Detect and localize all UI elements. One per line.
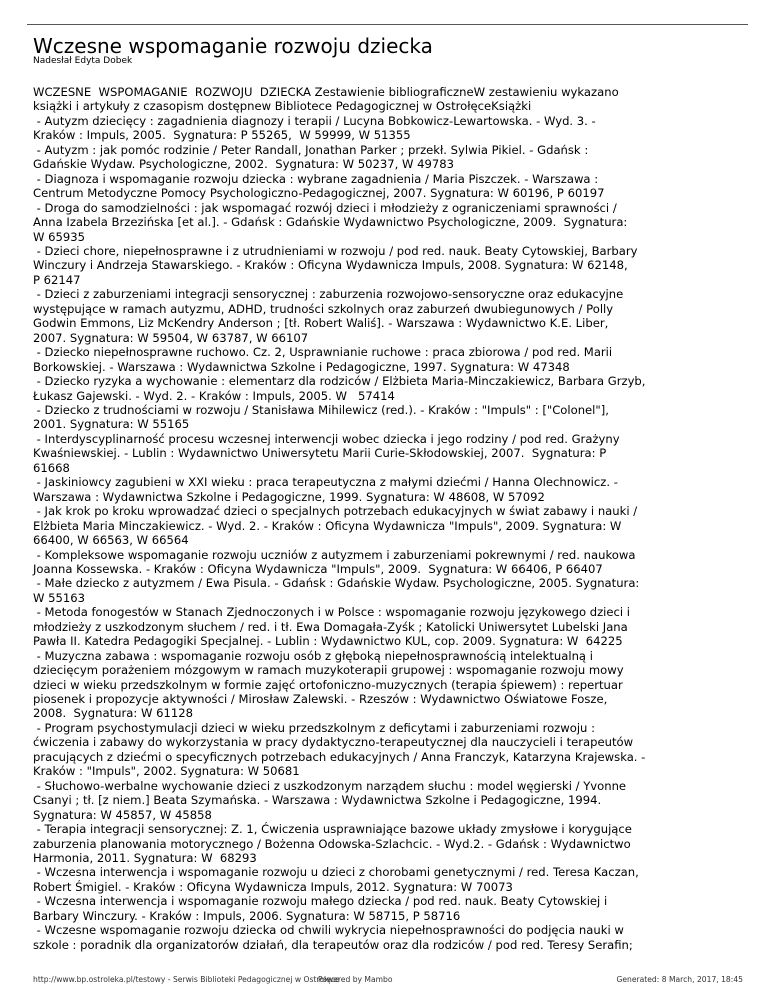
text-line: - Kompleksowe wspomaganie rozwoju uczniów z autyzmem i zaburzeniami pokrewnymi / red. naukowa [33,547,636,562]
text-line: Borkowskiej. - Warszawa : Wydawnictwa Szkolne i Pedagogiczne, 1997. Sygnatura: W 47348 [33,359,570,374]
footer-powered: Powered by Mambo [318,975,393,984]
text-line: - Muzyczna zabawa : wspomaganie rozwoju osób z głęboką niepełnosprawnością intelektualną i [33,648,593,663]
text-line: Godwin Emmons, Liz McKendry Anderson ; [tł. Robert Waliś]. - Warszawa : Wydawnictwo K.E. Liber, [33,316,609,331]
text-line: 2001. Sygnatura: W 55165 [33,417,190,432]
text-line: - Autyzm : jak pomóc rodzinie / Peter Randall, Jonathan Parker ; przekł. Sylwia Pikiel. - Gdańsk : [33,142,589,157]
text-line: dzieci w wieku przedszkolnym w formie zajęć ortofoniczno-muzycznych (terapia śpiewem) : repertuar [33,677,623,692]
author-line: Nadesłał Edyta Dobek [33,56,133,66]
text-line: - Autyzm dziecięcy : zagadnienia diagnozy i terapii / Lucyna Bobkowicz-Lewartowska. - Wyd. 3. - [33,113,596,128]
text-line: Centrum Metodyczne Pomocy Psychologiczno-Pedagogicznej, 2007. Sygnatura: W 60196, P 60197 [33,186,605,201]
text-line: młodzieży z uszkodzonym słuchem / red. i tł. Ewa Domagała-Zyśk ; Katolicki Uniwersytet Lubelski Jana [33,619,628,634]
text-line: - Dzieci z zaburzeniami integracji sensorycznej : zaburzenia rozwojowo-sensoryczne oraz edukacyjne [33,287,624,302]
text-line: - Wczesne wspomaganie rozwoju dziecka od chwili wykrycia niepełnosprawności do podjęcia nauki w [33,923,624,938]
text-line: - Wczesna interwencja i wspomaganie rozwoju małego dziecka / pod red. nauk. Beaty Cytowskiej i [33,894,608,909]
text-line: - Jaskiniowcy zagubieni w XXI wieku : praca terapeutyczna z małymi dziećmi / Hanna Olechnowicz. - [33,475,618,490]
bibliography-text [33,85,753,952]
top-divider [27,24,748,25]
text-line: - Dziecko z trudnościami w rozwoju / Stanisława Mihilewicz (red.). - Kraków : "Impuls" : ["Colonel"], [33,402,609,417]
text-line: Winczury i Andrzeja Stawarskiego. - Kraków : Oficyna Wydawnicza Impuls, 2008. Sygnatura: W 62148, [33,258,628,273]
text-line: Robert Śmigiel. - Kraków : Oficyna Wydawnicza Impuls, 2012. Sygnatura: W 70073 [33,879,513,894]
text-line: Joanna Kossewska. - Kraków : Oficyna Wydawnicza "Impuls", 2009. Sygnatura: W 66406, P 66407 [33,561,603,576]
text-line: Csanyi ; tł. [z niem.] Beata Szymańska. - Warszawa : Wydawnictwa Szkolne i Pedagogiczne, 1994. [33,793,602,808]
text-line: - Metoda fonogestów w Stanach Zjednoczonych i w Polsce : wspomaganie rozwoju językowego dzieci i [33,605,631,620]
text-line: występujące w ramach autyzmu, ADHD, trudności szkolnych oraz zaburzeń dwubiegunowych / Polly [33,301,614,316]
text-line: Sygnatura: W 45857, W 45858 [33,807,212,822]
text-line: Gdańskie Wydaw. Psychologiczne, 2002. Sygnatura: W 50237, W 49783 [33,157,455,172]
text-line: - Diagnoza i wspomaganie rozwoju dziecka : wybrane zagadnienia / Maria Piszczek. - Warszawa : [33,171,599,186]
text-line: 61668 [33,460,70,475]
footer-generated: Generated: 8 March, 2017, 18:45 [616,975,743,984]
text-line: P 62147 [33,272,81,287]
text-line: Harmonia, 2011. Sygnatura: W 68293 [33,851,257,866]
text-line: - Program psychostymulacji dzieci w wieku przedszkolnym z deficytami i zaburzeniami rozwoju : [33,720,595,735]
text-line: książki i artykuły z czasopism dostępnew Bibliotece Pedagogicznej w OstrołęceKsiążki [33,99,532,114]
text-line: Warszawa : Wydawnictwa Szkolne i Pedagogiczne, 1999. Sygnatura: W 48608, W 57092 [33,489,545,504]
text-line: - Dziecko niepełnosprawne ruchowo. Cz. 2, Usprawnianie ruchowe : praca zbiorowa / pod red. Marii [33,345,613,360]
text-line: pracujących z dziećmi o specyficznych potrzebach edukacyjnych / Anna Franczyk, Katarzyna Krajewska. - [33,749,646,764]
text-line: Pawła II. Katedra Pedagogiki Specjalnej. - Lublin : Wydawnictwo KUL, cop. 2009. Sygnatura: W 64225 [33,634,623,649]
text-line: Kraków : "Impuls", 2002. Sygnatura: W 50681 [33,764,300,779]
text-line: ćwiczenia i zabawy do wykorzystania w pracy dydaktyczno-terapeutycznej dla nauczycieli i terapeutów [33,735,634,750]
text-line: - Dzieci chore, niepełnosprawne i z utrudnieniami w rozwoju / pod red. nauk. Beaty Cytowskiej, Barbary [33,243,638,258]
text-line: - Jak krok po kroku wprowadzać dzieci o specjalnych potrzebach edukacyjnych w świat zabawy i nauki / [33,504,638,519]
footer-url: http://www.bp.ostroleka.pl/testowy - Serwis Biblioteki Pedagogicznej w Ostrołęce [33,975,340,984]
text-line: Barbary Winczury. - Kraków : Impuls, 2006. Sygnatura: W 58715, P 58716 [33,908,461,923]
text-line: 2008. Sygnatura: W 61128 [33,706,193,721]
text-line: W 65935 [33,229,86,244]
text-line: - Małe dziecko z autyzmem / Ewa Pisula. - Gdańsk : Gdańskie Wydaw. Psychologiczne, 2005. Sygnatura: [33,576,640,591]
text-line: Elżbieta Maria Minczakiewicz. - Wyd. 2. - Kraków : Oficyna Wydawnicza "Impuls", 2009. Sygnatura: W [33,518,622,533]
text-line: - Terapia integracji sensorycznej: Z. 1, Ćwiczenia usprawniające bazowe układy zmysłowe i korygujące [33,822,632,837]
text-line: 2007. Sygnatura: W 59504, W 63787, W 66107 [33,330,309,345]
text-line: Kraków : Impuls, 2005. Sygnatura: P 55265, W 59999, W 51355 [33,128,411,143]
page-title: Wczesne wspomaganie rozwoju dziecka [33,34,433,58]
text-line: - Dziecko ryzyka a wychowanie : elementarz dla rodziców / Elżbieta Maria-Minczakiewicz, Barbara Grzyb, [33,374,646,389]
text-line: Kwaśniewskiej. - Lublin : Wydawnictwo Uniwersytetu Marii Curie-Skłodowskiej, 2007. Sygnatura: P [33,446,607,461]
text-line: szkole : poradnik dla organizatorów działań, dla terapeutów oraz dla rodziców / pod red. Teresy Serafin; [33,937,633,952]
text-line: Anna Izabela Brzezińska [et al.]. - Gdańsk : Gdańskie Wydawnictwo Psychologiczne, 2009. Sygnatura: [33,215,628,230]
text-line: - Wczesna interwencja i wspomaganie rozwoju u dzieci z chorobami genetycznymi / red. Teresa Kaczan, [33,865,639,880]
text-line: dziecięcym porażeniem mózgowym w ramach muzykoterapii grupowej : wspomaganie rozwoju mowy [33,663,624,678]
text-line: piosenek i propozycje aktywności / Mirosław Zalewski. - Rzeszów : Wydawnictwo Oświatowe Fosze, [33,692,608,707]
text-line: - Słuchowo-werbalne wychowanie dzieci z uszkodzonym narządem słuchu : model węgierski / Yvonne [33,778,627,793]
text-line: WCZESNE WSPOMAGANIE ROZWOJU DZIECKA Zestawienie bibliograficzneW zestawieniu wykazano [33,85,619,99]
text-line: Łukasz Gajewski. - Wyd. 2. - Kraków : Impuls, 2005. W 57414 [33,388,395,403]
text-line: 66400, W 66563, W 66564 [33,533,189,548]
text-line: - Interdyscyplinarność procesu wczesnej interwencji wobec dziecka i jego rodziny / pod red. Grażyny [33,431,620,446]
text-line: zaburzenia planowania motorycznego / Bożenna Odowska-Szlachcic. - Wyd.2. - Gdańsk : Wydawnictwo [33,836,631,851]
text-line: - Droga do samodzielności : jak wspomagać rozwój dzieci i młodzieży z ograniczeniami sprawności / [33,200,617,215]
text-line: W 55163 [33,590,86,605]
